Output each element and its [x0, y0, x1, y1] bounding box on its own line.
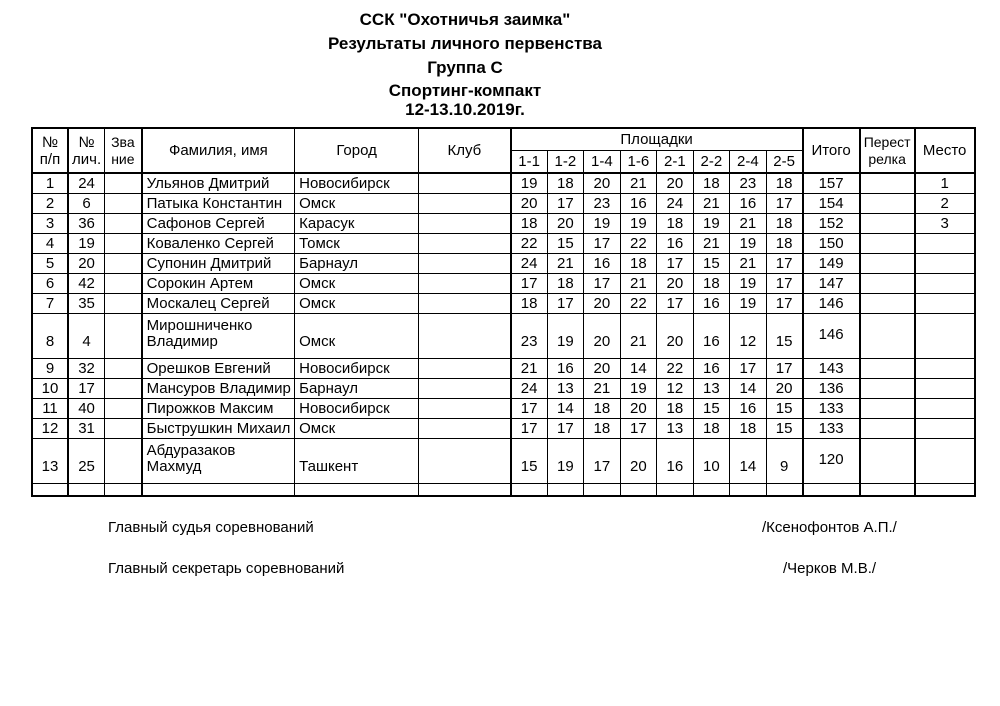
- club-cell: [419, 293, 511, 313]
- shootoff-cell: [860, 358, 915, 378]
- row-number-cell: 12: [32, 418, 68, 438]
- station-col-header: 2-2: [693, 150, 730, 173]
- score-cell-1-1: 17: [511, 273, 548, 293]
- place-cell: [915, 358, 975, 378]
- score-cell-1-4: 20: [584, 313, 621, 358]
- row-number-cell: 8: [32, 313, 68, 358]
- name-cell: Супонин Дмитрий: [142, 253, 295, 273]
- city-cell: Новосибирск: [295, 398, 419, 418]
- table-row: [32, 233, 975, 253]
- score-cell-2-5: 15: [766, 418, 803, 438]
- score-cell-2-4: 21: [730, 253, 767, 273]
- score-cell-2-4: 19: [730, 273, 767, 293]
- score-cell-1-2: 17: [547, 193, 584, 213]
- score-cell-2-1: 17: [657, 253, 694, 273]
- name-cell: Быструшкин Михаил: [142, 418, 295, 438]
- place-cell: 3: [915, 213, 975, 233]
- entry-number-cell: 4: [68, 313, 105, 358]
- score-cell-2-5: 17: [766, 253, 803, 273]
- club-title: ССК "Охотничья заимка": [359, 10, 571, 29]
- row-number-cell: 9: [32, 358, 68, 378]
- score-cell-1-1: 19: [511, 173, 548, 193]
- score-cell-2-1: 22: [657, 358, 694, 378]
- score-cell-2-1: [657, 483, 694, 496]
- shootoff-cell: [860, 483, 915, 496]
- score-cell-2-1: 18: [657, 398, 694, 418]
- score-cell-2-5: 9: [766, 438, 803, 483]
- score-cell-1-4: 19: [584, 213, 621, 233]
- score-cell-2-2: 18: [693, 173, 730, 193]
- col-header-city: Город: [295, 128, 419, 173]
- total-cell: 152: [803, 213, 860, 233]
- score-cell-2-5: 18: [766, 173, 803, 193]
- table-row: [32, 398, 975, 418]
- place-cell: [915, 273, 975, 293]
- score-cell-1-1: 17: [511, 398, 548, 418]
- score-cell-2-5: 17: [766, 193, 803, 213]
- place-cell: [915, 293, 975, 313]
- score-cell-2-5: 17: [766, 293, 803, 313]
- secretary-signature: /Черков М.В./: [783, 560, 877, 577]
- score-cell-2-4: 19: [730, 233, 767, 253]
- shootoff-cell: [860, 313, 915, 358]
- total-cell: 120: [803, 438, 860, 483]
- row-number-cell: 3: [32, 213, 68, 233]
- name-cell: Москалец Сергей: [142, 293, 295, 313]
- name-cell: Орешков Евгений: [142, 358, 295, 378]
- city-cell: Омск: [295, 273, 419, 293]
- secretary-label: Главный секретарь соревнований: [108, 560, 345, 577]
- station-col-header: 2-4: [730, 150, 767, 173]
- table-row: [32, 358, 975, 378]
- total-cell: [803, 483, 860, 496]
- score-cell-1-2: 19: [547, 313, 584, 358]
- table-row: [32, 418, 975, 438]
- col-header-entry-number: № лич.: [68, 128, 105, 173]
- entry-number-cell: [68, 483, 105, 496]
- score-cell-2-5: 18: [766, 213, 803, 233]
- score-cell-2-5: 18: [766, 233, 803, 253]
- judge-label: Главный судья соревнований: [108, 519, 314, 536]
- score-cell-2-4: 14: [730, 438, 767, 483]
- score-cell-2-4: 19: [730, 293, 767, 313]
- row-number-cell: 13: [32, 438, 68, 483]
- score-cell-1-2: 15: [547, 233, 584, 253]
- shootoff-cell: [860, 173, 915, 193]
- score-cell-2-5: 15: [766, 313, 803, 358]
- score-cell-2-1: 20: [657, 313, 694, 358]
- rank-cell: [105, 213, 142, 233]
- score-cell-1-1: 18: [511, 293, 548, 313]
- score-cell-1-1: [511, 483, 548, 496]
- place-cell: 2: [915, 193, 975, 213]
- row-number-cell: 11: [32, 398, 68, 418]
- score-cell-1-2: 14: [547, 398, 584, 418]
- rank-cell: [105, 418, 142, 438]
- score-cell-1-4: 20: [584, 173, 621, 193]
- score-cell-2-2: [693, 483, 730, 496]
- score-cell-2-5: 20: [766, 378, 803, 398]
- score-cell-2-5: [766, 483, 803, 496]
- city-cell: Барнаул: [295, 253, 419, 273]
- score-cell-1-1: 20: [511, 193, 548, 213]
- score-cell-1-6: 19: [620, 213, 657, 233]
- score-cell-1-2: 19: [547, 438, 584, 483]
- club-cell: [419, 438, 511, 483]
- station-col-header: 1-4: [584, 150, 621, 173]
- score-cell-1-2: 18: [547, 173, 584, 193]
- score-cell-1-6: 22: [620, 233, 657, 253]
- score-cell-1-1: 17: [511, 418, 548, 438]
- row-number-cell: 5: [32, 253, 68, 273]
- score-cell-1-4: 16: [584, 253, 621, 273]
- name-cell: Мансуров Владимир: [142, 378, 295, 398]
- rank-cell: [105, 358, 142, 378]
- score-cell-2-2: 15: [693, 253, 730, 273]
- shootoff-cell: [860, 438, 915, 483]
- score-cell-1-4: 17: [584, 233, 621, 253]
- score-cell-1-6: 21: [620, 173, 657, 193]
- city-cell: Омск: [295, 293, 419, 313]
- score-cell-1-4: 20: [584, 358, 621, 378]
- score-cell-1-4: [584, 483, 621, 496]
- score-cell-2-2: 16: [693, 358, 730, 378]
- score-cell-1-4: 18: [584, 418, 621, 438]
- score-cell-1-6: 16: [620, 193, 657, 213]
- score-cell-1-2: 21: [547, 253, 584, 273]
- score-cell-2-2: 16: [693, 313, 730, 358]
- rank-cell: [105, 253, 142, 273]
- place-cell: [915, 418, 975, 438]
- club-cell: [419, 358, 511, 378]
- club-cell: [419, 193, 511, 213]
- col-header-total: Итого: [803, 128, 860, 173]
- score-cell-1-2: 18: [547, 273, 584, 293]
- total-cell: 143: [803, 358, 860, 378]
- table-row: [32, 213, 975, 233]
- score-cell-2-2: 10: [693, 438, 730, 483]
- score-cell-2-5: 17: [766, 273, 803, 293]
- score-cell-1-6: 20: [620, 398, 657, 418]
- score-cell-2-1: 20: [657, 173, 694, 193]
- discipline-title: Спортинг-компакт: [388, 81, 542, 100]
- score-cell-1-2: 17: [547, 293, 584, 313]
- table-row: [32, 293, 975, 313]
- table-row: [32, 378, 975, 398]
- row-number-cell: 6: [32, 273, 68, 293]
- total-cell: 133: [803, 398, 860, 418]
- col-header-place: Место: [915, 128, 975, 173]
- city-cell: Томск: [295, 233, 419, 253]
- shootoff-cell: [860, 418, 915, 438]
- city-cell: Карасук: [295, 213, 419, 233]
- club-cell: [419, 483, 511, 496]
- score-cell-2-2: 21: [693, 193, 730, 213]
- entry-number-cell: 40: [68, 398, 105, 418]
- table-row: [32, 438, 975, 483]
- score-cell-2-4: 23: [730, 173, 767, 193]
- club-cell: [419, 233, 511, 253]
- judge-signature: /Ксенофонтов А.П./: [762, 519, 897, 536]
- score-cell-2-5: 15: [766, 398, 803, 418]
- place-cell: [915, 313, 975, 358]
- row-number-cell: 7: [32, 293, 68, 313]
- score-cell-2-1: 13: [657, 418, 694, 438]
- rank-cell: [105, 273, 142, 293]
- club-cell: [419, 173, 511, 193]
- col-header-stations-group: Площадки: [511, 128, 803, 150]
- city-cell: Омск: [295, 418, 419, 438]
- score-cell-2-2: 15: [693, 398, 730, 418]
- score-cell-1-4: 17: [584, 273, 621, 293]
- col-header-row-number: № п/п: [32, 128, 68, 173]
- score-cell-2-2: 19: [693, 213, 730, 233]
- place-cell: [915, 483, 975, 496]
- group-title: Группа С: [427, 58, 503, 77]
- total-cell: 147: [803, 273, 860, 293]
- table-row: [32, 483, 975, 496]
- score-cell-1-1: 23: [511, 313, 548, 358]
- shootoff-cell: [860, 398, 915, 418]
- entry-number-cell: 31: [68, 418, 105, 438]
- name-cell: Абдуразаков Махмуд: [142, 438, 295, 483]
- city-cell: Новосибирск: [295, 358, 419, 378]
- place-cell: [915, 378, 975, 398]
- score-cell-2-4: 21: [730, 213, 767, 233]
- rank-cell: [105, 438, 142, 483]
- score-cell-2-2: 16: [693, 293, 730, 313]
- date-title: 12-13.10.2019г.: [405, 100, 525, 119]
- score-cell-1-1: 22: [511, 233, 548, 253]
- station-col-header: 1-6: [620, 150, 657, 173]
- score-cell-2-2: 18: [693, 273, 730, 293]
- shootoff-cell: [860, 378, 915, 398]
- total-cell: 149: [803, 253, 860, 273]
- shootoff-cell: [860, 193, 915, 213]
- total-cell: 150: [803, 233, 860, 253]
- score-cell-2-1: 24: [657, 193, 694, 213]
- rank-cell: [105, 398, 142, 418]
- score-cell-1-2: [547, 483, 584, 496]
- table-row: [32, 313, 975, 358]
- name-cell: Коваленко Сергей: [142, 233, 295, 253]
- score-cell-2-4: 14: [730, 378, 767, 398]
- score-cell-1-6: 18: [620, 253, 657, 273]
- name-cell: Патыка Константин: [142, 193, 295, 213]
- col-header-shootoff: Перестрелка: [860, 128, 915, 173]
- score-cell-1-2: 16: [547, 358, 584, 378]
- results-table: [31, 127, 976, 497]
- club-cell: [419, 418, 511, 438]
- score-cell-2-1: 16: [657, 438, 694, 483]
- club-cell: [419, 213, 511, 233]
- city-cell: [295, 483, 419, 496]
- score-cell-2-1: 16: [657, 233, 694, 253]
- score-cell-1-2: 20: [547, 213, 584, 233]
- entry-number-cell: 35: [68, 293, 105, 313]
- row-number-cell: 10: [32, 378, 68, 398]
- score-cell-2-5: 17: [766, 358, 803, 378]
- entry-number-cell: 36: [68, 213, 105, 233]
- score-cell-1-2: 17: [547, 418, 584, 438]
- city-cell: Новосибирск: [295, 173, 419, 193]
- table-row: [32, 273, 975, 293]
- rank-cell: [105, 233, 142, 253]
- name-cell: Ульянов Дмитрий: [142, 173, 295, 193]
- score-cell-1-4: 20: [584, 293, 621, 313]
- place-cell: 1: [915, 173, 975, 193]
- station-col-header: 1-1: [511, 150, 548, 173]
- score-cell-1-1: 18: [511, 213, 548, 233]
- place-cell: [915, 398, 975, 418]
- col-header-club: Клуб: [419, 128, 511, 173]
- shootoff-cell: [860, 233, 915, 253]
- rank-cell: [105, 293, 142, 313]
- club-cell: [419, 273, 511, 293]
- score-cell-2-2: 13: [693, 378, 730, 398]
- total-cell: 146: [803, 313, 860, 358]
- city-cell: Барнаул: [295, 378, 419, 398]
- score-cell-1-4: 23: [584, 193, 621, 213]
- row-number-cell: [32, 483, 68, 496]
- entry-number-cell: 32: [68, 358, 105, 378]
- name-cell: Пирожков Максим: [142, 398, 295, 418]
- score-cell-1-6: [620, 483, 657, 496]
- city-cell: Ташкент: [295, 438, 419, 483]
- shootoff-cell: [860, 273, 915, 293]
- score-cell-2-4: 16: [730, 398, 767, 418]
- name-cell: Сафонов Сергей: [142, 213, 295, 233]
- club-cell: [419, 378, 511, 398]
- total-cell: 136: [803, 378, 860, 398]
- score-cell-2-4: [730, 483, 767, 496]
- rank-cell: [105, 483, 142, 496]
- score-cell-2-1: 20: [657, 273, 694, 293]
- score-cell-1-1: 15: [511, 438, 548, 483]
- city-cell: Омск: [295, 313, 419, 358]
- score-cell-2-4: 16: [730, 193, 767, 213]
- score-cell-1-6: 17: [620, 418, 657, 438]
- total-cell: 157: [803, 173, 860, 193]
- score-cell-1-6: 19: [620, 378, 657, 398]
- place-cell: [915, 438, 975, 483]
- total-cell: 133: [803, 418, 860, 438]
- score-cell-1-1: 24: [511, 378, 548, 398]
- rank-cell: [105, 193, 142, 213]
- rank-cell: [105, 173, 142, 193]
- score-cell-1-6: 21: [620, 273, 657, 293]
- entry-number-cell: 6: [68, 193, 105, 213]
- rank-cell: [105, 313, 142, 358]
- col-header-rank: Звание: [105, 128, 142, 173]
- name-cell: Мирошниченко Владимир: [142, 313, 295, 358]
- club-cell: [419, 313, 511, 358]
- col-header-name: Фамилия, имя: [142, 128, 295, 173]
- score-cell-1-6: 20: [620, 438, 657, 483]
- city-cell: Омск: [295, 193, 419, 213]
- score-cell-1-6: 21: [620, 313, 657, 358]
- total-cell: 146: [803, 293, 860, 313]
- shootoff-cell: [860, 253, 915, 273]
- station-col-header: 1-2: [547, 150, 584, 173]
- row-number-cell: 2: [32, 193, 68, 213]
- entry-number-cell: 19: [68, 233, 105, 253]
- place-cell: [915, 253, 975, 273]
- row-number-cell: 1: [32, 173, 68, 193]
- score-cell-2-2: 18: [693, 418, 730, 438]
- station-col-header: 2-1: [657, 150, 694, 173]
- name-cell: [142, 483, 295, 496]
- entry-number-cell: 42: [68, 273, 105, 293]
- score-cell-1-4: 18: [584, 398, 621, 418]
- results-subtitle: Результаты личного первенства: [328, 34, 602, 53]
- row-number-cell: 4: [32, 233, 68, 253]
- shootoff-cell: [860, 213, 915, 233]
- document-title-block: [0, 8, 930, 119]
- table-row: [32, 193, 975, 213]
- score-cell-2-4: 17: [730, 358, 767, 378]
- station-col-header: 2-5: [766, 150, 803, 173]
- name-cell: Сорокин Артем: [142, 273, 295, 293]
- entry-number-cell: 25: [68, 438, 105, 483]
- entry-number-cell: 20: [68, 253, 105, 273]
- score-cell-1-6: 14: [620, 358, 657, 378]
- score-cell-2-1: 17: [657, 293, 694, 313]
- table-row: [32, 253, 975, 273]
- score-cell-2-1: 18: [657, 213, 694, 233]
- entry-number-cell: 17: [68, 378, 105, 398]
- shootoff-cell: [860, 293, 915, 313]
- place-cell: [915, 233, 975, 253]
- score-cell-1-6: 22: [620, 293, 657, 313]
- score-cell-1-1: 21: [511, 358, 548, 378]
- rank-cell: [105, 378, 142, 398]
- score-cell-2-4: 18: [730, 418, 767, 438]
- table-row: [32, 173, 975, 193]
- score-cell-1-4: 21: [584, 378, 621, 398]
- score-cell-2-4: 12: [730, 313, 767, 358]
- total-cell: 154: [803, 193, 860, 213]
- score-cell-1-1: 24: [511, 253, 548, 273]
- score-cell-2-2: 21: [693, 233, 730, 253]
- score-cell-1-2: 13: [547, 378, 584, 398]
- club-cell: [419, 398, 511, 418]
- club-cell: [419, 253, 511, 273]
- score-cell-1-4: 17: [584, 438, 621, 483]
- entry-number-cell: 24: [68, 173, 105, 193]
- score-cell-2-1: 12: [657, 378, 694, 398]
